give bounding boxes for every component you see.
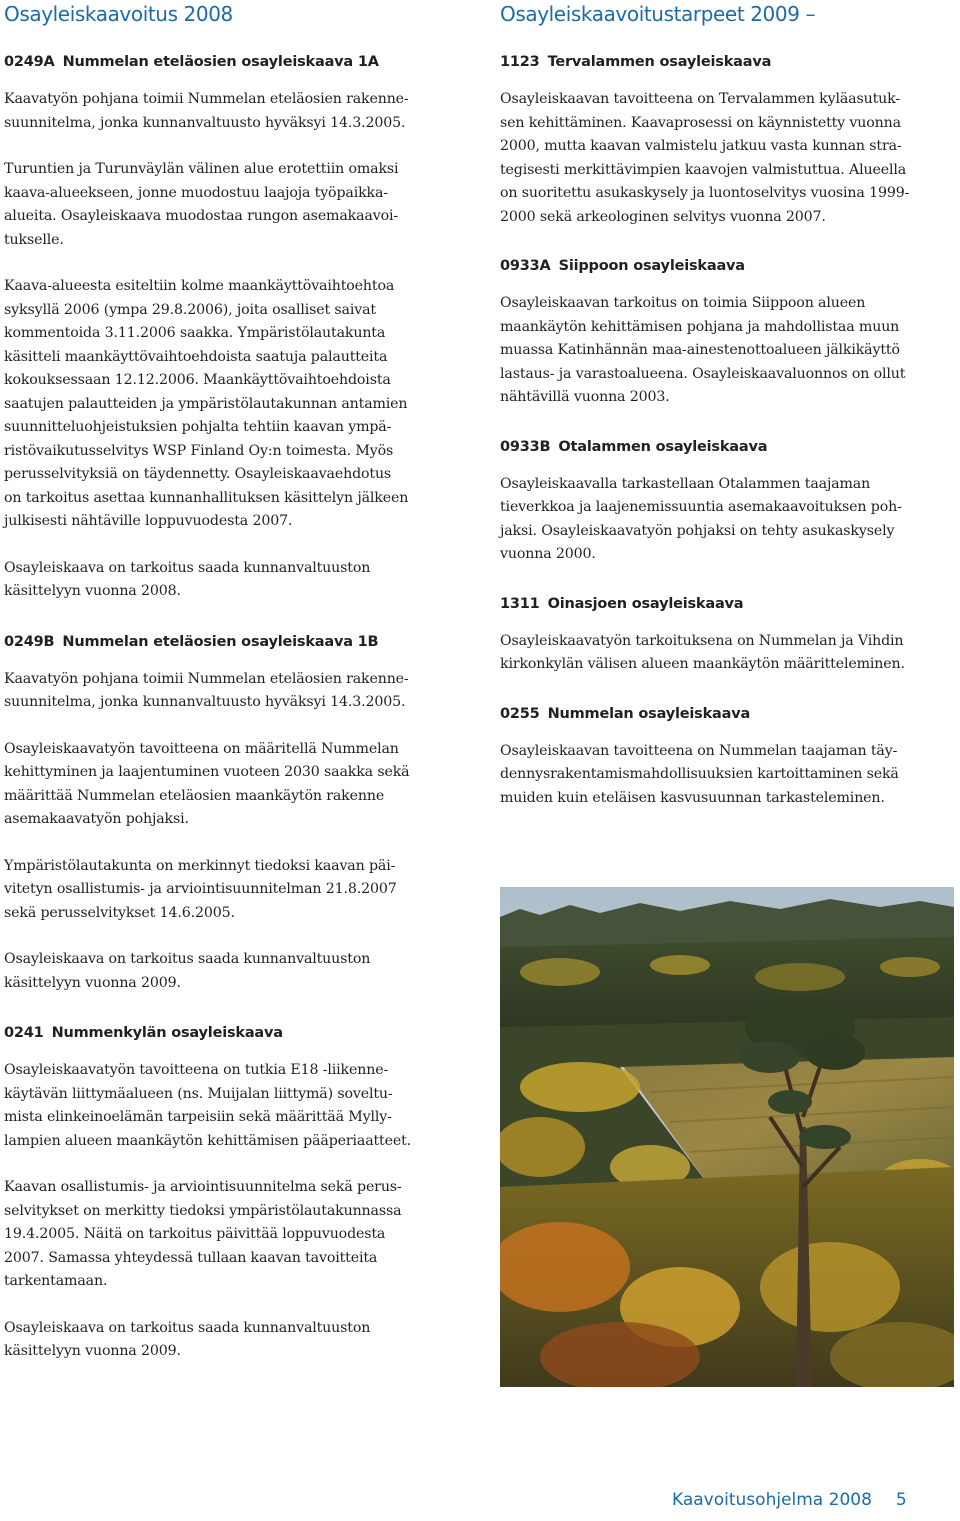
para-1311-1: Osayleiskaavatyön tarkoituksena on Nummelan ja Vihdin kirkonkylän välisen alueen maankäytön määritteleminen. (500, 632, 905, 672)
right-column-title: Osayleiskaavoitustarpeet 2009 – (500, 2, 816, 26)
para-0249a-3: Kaava-alueesta esiteltiin kolme maankäyttövaihtoehtoa syksyllä 2006 (ympa 29.8.2006), joita osalliset saivat kommentoida 3.11.2006 saakka. Ympäristölautakunta käsitteli maankäyttövaihtoehdoista saatuja palautteita kokouksessaan 12.12.2006. Maankäyttövaihtoehdoista saatujen palautteiden ja ympäristölautakunnan antamien suunnitteluohjeistuksien pohjalta tehtiin kaavan ympä- ristövaikutusselvitys WSP Finland Oy:n toimesta. Myös perusselvityksiä on täydennetty. Osayleiskaavaehdotus on tarkoitus asettaa kunnanhallituksen käsittelyn jälkeen julkisesti nähtäville loppuvuodesta 2007. (4, 278, 409, 529)
para-0255-1: Osayleiskaavan tavoitteena on Nummelan taajaman täy- dennysrakentamismahdollisuuksien kartoittaminen sekä muiden kuin eteläisen kasvusuunnan tarkasteleminen. (500, 742, 899, 806)
heading-0241 (4, 1023, 466, 1043)
code-0933a: 0933A (500, 258, 551, 274)
para-0933b-1: Osayleiskaavalla tarkastellaan Otalammen taajaman tieverkkoa ja laajenemissuuntia asemakaavoituksen poh- jaksi. Osayleiskaavatyön pohjaksi on tehty asukaskysely vuonna 2000. (500, 475, 902, 562)
forest-landscape-image (500, 887, 954, 1387)
para-0249b-2: Osayleiskaavatyön tavoitteena on määritellä Nummelan kehittyminen ja laajentuminen vuoteen 2030 saakka sekä määrittää Nummelan eteläosien maankäytön rakenne asemakaavatyön pohjaksi. (4, 740, 410, 827)
heading-0249b (4, 632, 466, 652)
code-1123: 1123 (500, 54, 540, 70)
para-0241-1: Osayleiskaavatyön tavoitteena on tutkia E18 -liikenne- käytävän liittymäalueen (ns. Muijalan liittymä) soveltu- mista elinkeinoelämän tarpeisiin sekä määrittää Mylly- lampien alueen maankäytön kehittämisen pääperiaatteet. (4, 1062, 412, 1149)
page-number: 5 (895, 1490, 907, 1510)
para-0249a-2: Turuntien ja Turunväylän välinen alue erotettiin omaksi kaava-alueekseen, jonne muodostuu laajoja työpaikka- alueita. Osayleiskaava muodostaa rungon asemakaavoi- tukselle. (4, 161, 399, 248)
heading-0249a (4, 52, 466, 72)
heading-1123 (500, 52, 956, 72)
code-0249b: 0249B (4, 633, 55, 650)
name-0255: Nummelan osayleiskaava (547, 705, 751, 722)
para-0249b-4: Osayleiskaava on tarkoitus saada kunnanvaltuuston käsittelyyn vuonna 2009. (4, 951, 371, 991)
para-0249b-3: Ympäristölautakunta on merkinnyt tiedoksi kaavan päi- vitetyn osallistumis- ja arviointisuunnitelman 21.8.2007 sekä perusselvitykset 14.6.2005. (4, 857, 397, 921)
heading-0255 (500, 704, 956, 724)
name-1311: Oinasjoen osayleiskaava (547, 595, 744, 612)
para-0249a-4: Osayleiskaava on tarkoitus saada kunnanvaltuuston käsittelyyn vuonna 2008. (4, 559, 371, 599)
heading-0933b (500, 437, 956, 457)
footer-title: Kaavoitusohjelma 2008 (672, 1490, 872, 1510)
name-0249b: Nummelan eteläosien osayleiskaava 1B (62, 633, 379, 650)
name-0933b: Otalammen osayleiskaava (558, 438, 768, 455)
name-0249a: Nummelan eteläosien osayleiskaava 1A (62, 54, 379, 70)
name-0241: Nummenkylän osayleiskaava (51, 1025, 283, 1041)
landscape-photo (500, 887, 954, 1387)
heading-1311 (500, 594, 956, 614)
para-0249a-1: Kaavatyön pohjana toimii Nummelan eteläosien rakenne- suunnitelma, jonka kunnanvaltuusto hyväksyi 14.3.2005. (4, 91, 409, 131)
code-0249a: 0249A (4, 54, 55, 70)
para-0241-2: Kaavan osallistumis- ja arviointisuunnitelma sekä perus- selvitykset on merkitty tiedoksi ympäristölautakunnassa 19.4.2005. Näitä on tarkoitus päivittää loppuvuodesta 2007. Samassa yhteydessä tullaan kaavan tavoitteita tarkentamaan. (4, 1179, 402, 1289)
code-0241: 0241 (4, 1025, 44, 1041)
code-0933b: 0933B (500, 438, 551, 455)
heading-0933a (500, 256, 956, 276)
para-1123-1: Osayleiskaavan tavoitteena on Tervalammen kyläasutuk- sen kehittäminen. Kaavaprosessi on käynnistetty vuonna 2000, mutta kaavan valmistelu jatkuu vasta kunnan stra- tegisesti merkittävimpien kaavojen valmistuttua. Alueella on suoritettu asukaskysely ja luontoselvitys vuosina 1999- 2000 sekä arkeologinen selvitys vuonna 2007. (500, 91, 910, 225)
code-0255: 0255 (500, 705, 540, 722)
para-0249b-1: Kaavatyön pohjana toimii Nummelan eteläosien rakenne- suunnitelma, jonka kunnanvaltuusto hyväksyi 14.3.2005. (4, 670, 409, 710)
right-column (500, 0, 956, 810)
para-0241-3: Osayleiskaava on tarkoitus saada kunnanvaltuuston käsittelyyn vuonna 2009. (4, 1319, 371, 1359)
name-1123: Tervalammen osayleiskaava (547, 54, 772, 70)
code-1311: 1311 (500, 595, 540, 612)
name-0933a: Siippoon osayleiskaava (558, 258, 745, 274)
left-column-title: Osayleiskaavoitus 2008 (4, 2, 233, 26)
para-0933a-1: Osayleiskaavan tarkoitus on toimia Siippoon alueen maankäytön kehittämisen pohjana ja mahdollistaa muun muassa Katinhännän maa-ainestenottoalueen jälkikäyttö lastaus- ja varastoalueena. Osayleiskaavaluonnos on ollut nähtävillä vuonna 2003. (500, 295, 906, 405)
page-footer (672, 1490, 907, 1510)
left-column (4, 0, 466, 1364)
